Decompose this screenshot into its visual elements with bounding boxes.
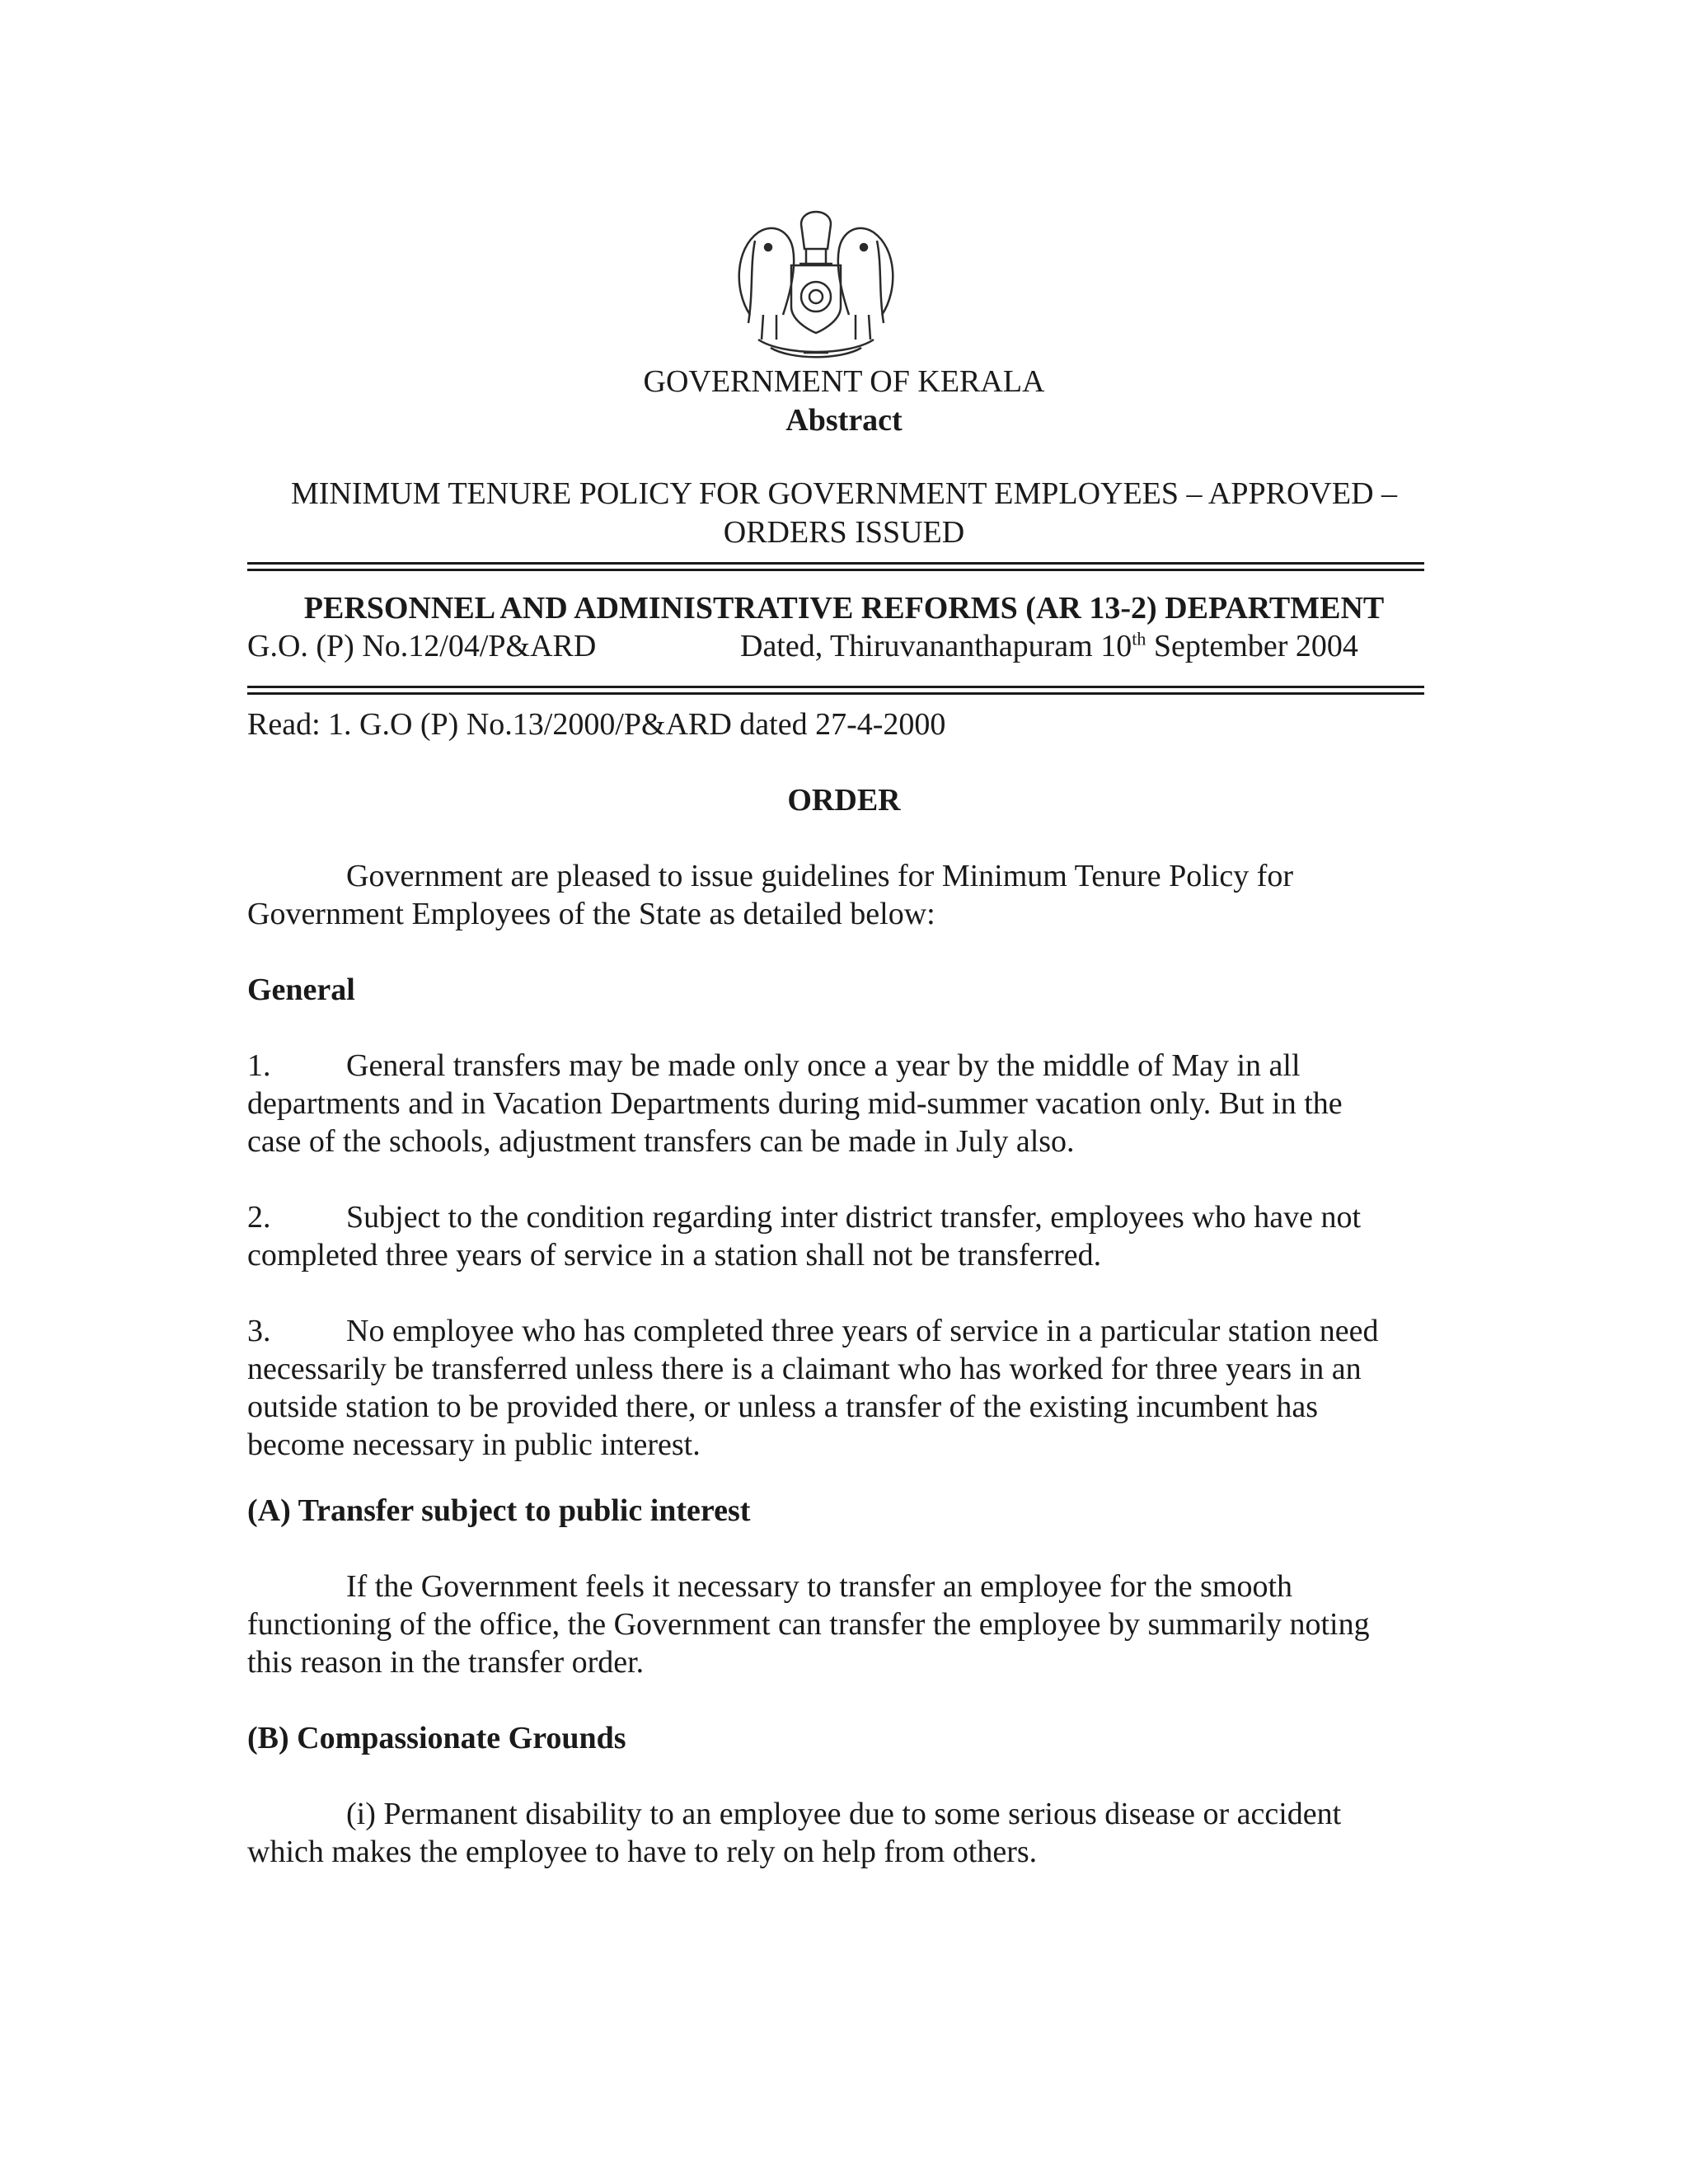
general-heading: General: [247, 972, 355, 1007]
section-b-paragraph: [247, 1795, 1451, 1871]
read-ref: 1. G.O (P) No.13/2000/P&ARD dated 27-4-2000: [328, 707, 946, 742]
subject-line-2: ORDERS ISSUED: [723, 515, 965, 550]
item-number: 3.: [247, 1314, 271, 1348]
section-b-line: which makes the employee to have to rely on help from others.: [247, 1835, 1038, 1869]
go-date-prefix: Dated, Thiruvananthapuram 10: [740, 629, 1132, 663]
section-a-line: this reason in the transfer order.: [247, 1645, 645, 1680]
double-rule-top-2: [247, 569, 1424, 571]
intro-line-1: Government are pleased to issue guidelines for Minimum Tenure Policy for: [346, 859, 1294, 893]
go-number: G.O. (P) No.12/04/P&ARD: [247, 629, 597, 663]
section-a-line: functioning of the office, the Government can transfer the employee by summarily noting: [247, 1607, 1370, 1642]
go-date-suffix: September 2004: [1146, 629, 1358, 663]
item-line: completed three years of service in a station shall not be transferred.: [247, 1238, 1102, 1272]
department-title: PERSONNEL AND ADMINISTRATIVE REFORMS (AR 13-2) DEPARTMENT: [303, 591, 1385, 626]
read-label: Read:: [247, 707, 321, 742]
section-b-line: (i) Permanent disability to an employee due to some serious disease or accident: [346, 1797, 1342, 1831]
item-number: 1.: [247, 1048, 271, 1083]
intro-paragraph: [247, 857, 1451, 933]
kerala-emblem-icon: [725, 191, 907, 364]
list-item: [247, 1312, 1451, 1464]
item-line: outside station to be provided there, or unless a transfer of the existing incumbent has: [247, 1390, 1319, 1424]
section-a-line: If the Government feels it necessary to transfer an employee for the smooth: [346, 1569, 1293, 1604]
section-a-paragraph: [247, 1568, 1451, 1681]
section-a-heading: (A) Transfer subject to public interest: [247, 1493, 751, 1528]
subject-line-1: MINIMUM TENURE POLICY FOR GOVERNMENT EMPLOYEES – APPROVED –: [290, 476, 1398, 511]
go-date: [740, 627, 1358, 666]
item-line: necessarily be transferred unless there is a claimant who has worked for three years in an: [247, 1352, 1362, 1386]
double-rule-bottom-1: [247, 686, 1424, 688]
intro-line-2: Government Employees of the State as detailed below:: [247, 897, 935, 931]
abstract-label: Abstract: [785, 403, 903, 438]
order-heading: ORDER: [787, 783, 901, 818]
item-line: General transfers may be made only once a year by the middle of May in all: [346, 1048, 1301, 1083]
list-item: [247, 1047, 1451, 1160]
item-line: become necessary in public interest.: [247, 1427, 701, 1462]
item-line: departments and in Vacation Departments during mid-summer vacation only. But in the: [247, 1086, 1343, 1121]
go-date-sup: th: [1132, 628, 1146, 649]
double-rule-top-1: [247, 562, 1424, 565]
double-rule-bottom-2: [247, 692, 1424, 695]
section-b-heading: (B) Compassionate Grounds: [247, 1721, 626, 1755]
item-line: case of the schools, adjustment transfers can be made in July also.: [247, 1124, 1075, 1159]
item-number: 2.: [247, 1200, 271, 1235]
item-line: Subject to the condition regarding inter district transfer, employees who have not: [346, 1200, 1362, 1235]
list-item: [247, 1198, 1451, 1274]
government-title: GOVERNMENT OF KERALA: [643, 364, 1045, 399]
read-reference: [247, 705, 945, 744]
item-line: No employee who has completed three years of service in a particular station need: [346, 1314, 1379, 1348]
